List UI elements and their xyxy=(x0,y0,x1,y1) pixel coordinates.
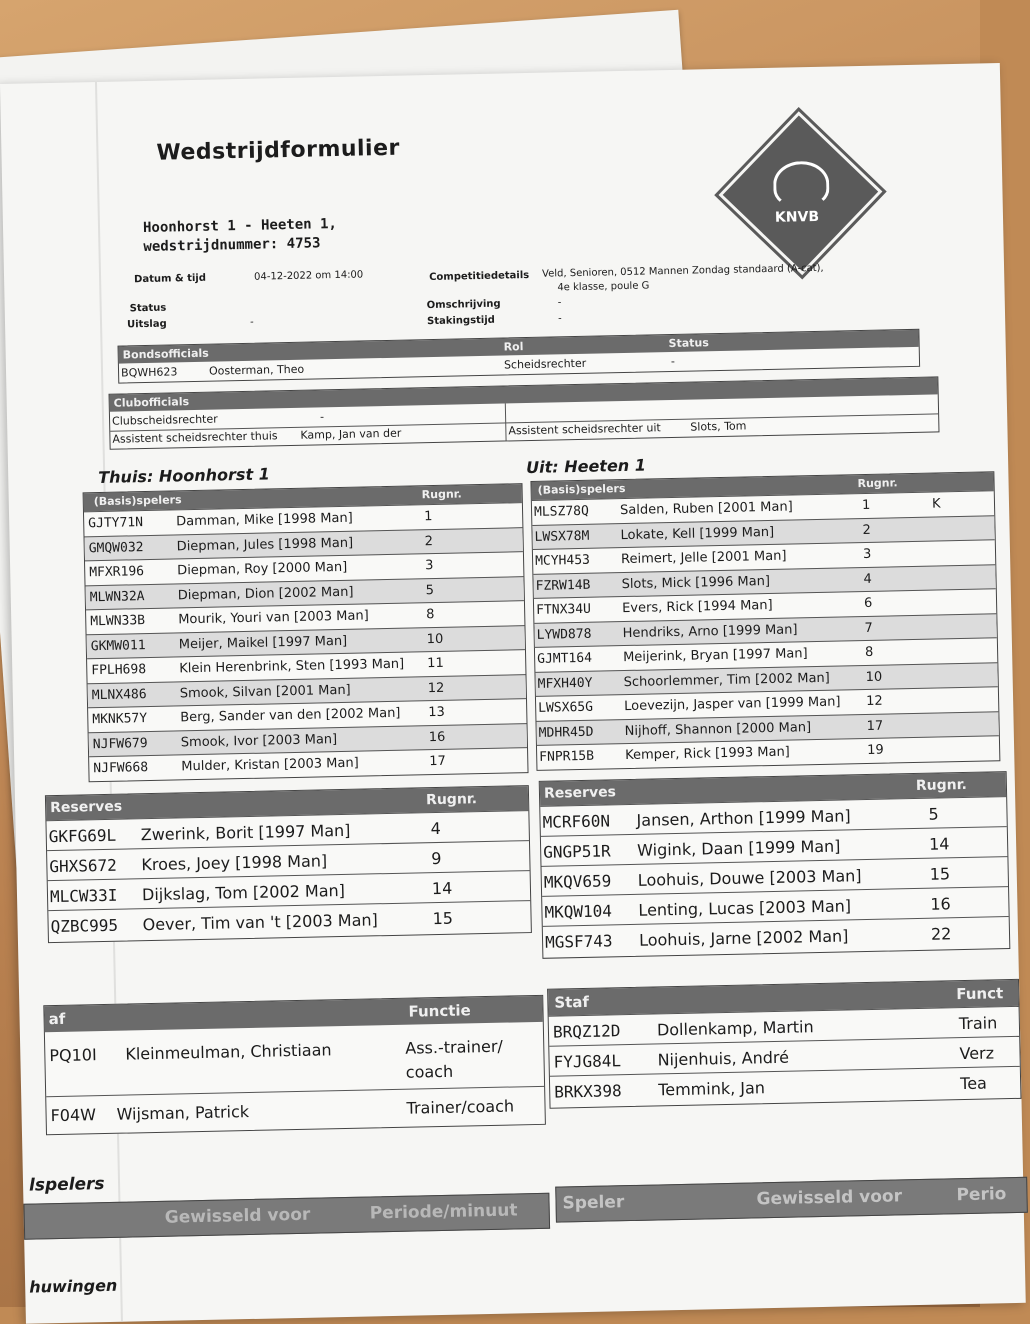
reserves-header: Reserves xyxy=(50,798,123,817)
competitie-value-2: 4e klasse, poule G xyxy=(557,280,650,294)
player-number: 19 xyxy=(866,742,884,758)
player-number: 10 xyxy=(426,631,444,647)
player-name: Klein Herenbrink, Sten [1993 Man] xyxy=(179,656,405,677)
reserve-code: GNGP51R xyxy=(543,841,611,862)
reserve-name: Oever, Tim van 't [2003 Man] xyxy=(142,910,378,935)
stakingstijd-label: Stakingstijd xyxy=(426,314,496,328)
reserve-code: MCRF60N xyxy=(542,811,611,832)
rugnr-header: Rugnr. xyxy=(421,487,462,502)
player-number: 17 xyxy=(429,753,446,770)
reserve-number: 9 xyxy=(431,848,442,869)
omschrijving-value: - xyxy=(557,297,562,309)
staff-name: Temmink, Jan xyxy=(658,1078,766,1100)
player-name: Salden, Ruben [2001 Man] xyxy=(619,499,793,519)
home-team-title: Thuis: Hoonhorst 1 xyxy=(98,464,271,488)
match-form-sheet xyxy=(0,63,1026,1324)
official-rol: Scheidsrechter xyxy=(503,356,587,372)
reserve-number: 22 xyxy=(930,924,952,944)
staff-code: BRQZ12D xyxy=(552,1021,621,1042)
player-number: 12 xyxy=(865,693,883,709)
player-code: FPLH698 xyxy=(91,662,147,679)
reserve-code: MKQW104 xyxy=(544,901,613,922)
reserve-name: Lenting, Lucas [2003 Man] xyxy=(638,896,852,920)
home-substitutions-header xyxy=(23,1193,550,1240)
match-title: Hoonhorst 1 - Heeten 1, xyxy=(142,215,338,237)
player-number: 3 xyxy=(425,558,434,574)
player-name: Lokate, Kell [1999 Man] xyxy=(620,524,775,543)
reserve-name: Kroes, Joey [1998 Man] xyxy=(141,851,328,875)
reserves-header: Reserves xyxy=(543,784,617,802)
player-number: 12 xyxy=(427,680,445,696)
reserve-number: 5 xyxy=(928,804,939,824)
player-number: 8 xyxy=(426,607,435,623)
player-code: MFXH40Y xyxy=(537,675,593,692)
ass-thuis-value: Kamp, Jan van der xyxy=(300,426,402,442)
player-number: 17 xyxy=(866,718,884,734)
staff-code: F04W xyxy=(50,1105,97,1126)
player-name: Reimert, Jelle [2001 Man] xyxy=(620,548,787,568)
staff-functie: Train xyxy=(958,1013,998,1034)
players-header: (Basis)spelers xyxy=(537,481,626,497)
reserve-number: 14 xyxy=(431,878,453,899)
player-code: LWSX78M xyxy=(534,528,590,545)
datum-value: 04-12-2022 om 14:00 xyxy=(253,269,364,283)
player-number: 6 xyxy=(863,595,873,612)
player-name: Mulder, Kristan [2003 Man] xyxy=(181,755,359,775)
staff-functie: Trainer/coach xyxy=(406,1096,515,1118)
player-name: Smook, Silvan [2001 Man] xyxy=(179,682,351,701)
reserve-name: Loohuis, Jarne [2002 Man] xyxy=(638,926,849,950)
reserve-number: 4 xyxy=(430,818,442,839)
staff-name: Nijenhuis, André xyxy=(657,1047,790,1070)
staff-functie: Verz xyxy=(959,1043,995,1064)
player-number: 2 xyxy=(424,533,434,549)
competitie-value: Veld, Senioren, 0512 Mannen Zondag standaard (A-cat), xyxy=(541,262,824,280)
player-code: GKMW011 xyxy=(90,637,146,654)
clubscheidsrechter-value: - xyxy=(319,410,325,424)
player-number: 8 xyxy=(864,644,874,661)
footer-heading: huwingen xyxy=(29,1275,118,1297)
col-gewisseld-voor: Gewisseld voor xyxy=(756,1186,903,1210)
staff-name: Kleinmeulman, Christiaan xyxy=(125,1040,332,1064)
player-code: MLWN32A xyxy=(89,588,145,605)
rugnr-header: Rugnr. xyxy=(857,476,898,491)
clubofficials-title: Clubofficials xyxy=(113,395,190,410)
staff-name: Dollenkamp, Martin xyxy=(656,1017,814,1040)
captain-mark: K xyxy=(931,496,941,512)
reserve-code: GKFG69L xyxy=(48,825,117,847)
rugnr-header: Rugnr. xyxy=(425,791,478,809)
home-reserves-table xyxy=(45,785,532,943)
bondsofficials-box xyxy=(118,329,921,384)
player-code: GMQW032 xyxy=(88,539,144,556)
player-code: NJFW668 xyxy=(93,760,149,777)
col-gewisseld-voor: Gewisseld voor xyxy=(164,1204,311,1228)
staff-functie: Tea xyxy=(959,1073,988,1094)
player-number: 2 xyxy=(862,522,871,538)
player-code: FNPR15B xyxy=(539,748,595,765)
staff-code: BRKX398 xyxy=(554,1081,622,1102)
staff-name: Wijsman, Patrick xyxy=(116,1102,250,1124)
player-code: LWSX65G xyxy=(538,699,594,716)
player-name: Mourik, Youri van [2003 Man] xyxy=(178,608,369,628)
player-number: 16 xyxy=(428,729,446,745)
player-name: Loevezijn, Jasper van [1999 Man] xyxy=(624,694,841,715)
player-number: 7 xyxy=(864,620,874,636)
away-substitutions-header xyxy=(555,1177,1028,1223)
player-name: Diepman, Jules [1998 Man] xyxy=(176,535,354,554)
ass-thuis-label: Assistent scheidsrechter thuis xyxy=(112,429,278,446)
away-players-table xyxy=(530,471,1000,771)
staff-functie: Ass.-trainer/ xyxy=(405,1036,503,1058)
reserve-code: GHXS672 xyxy=(49,855,118,877)
uitslag-label: Uitslag xyxy=(126,318,167,331)
player-name: Slots, Mick [1996 Man] xyxy=(621,573,771,592)
staff-header: Staf xyxy=(554,992,590,1012)
player-name: Schoorlemmer, Tim [2002 Man] xyxy=(623,670,830,690)
player-name: Kemper, Rick [1993 Man] xyxy=(625,744,790,764)
col-status: Status xyxy=(668,336,709,351)
player-name: Smook, Ivor [2003 Man] xyxy=(180,731,338,750)
reserve-number: 14 xyxy=(928,834,950,854)
player-number: 1 xyxy=(861,497,871,514)
player-code: MCYH453 xyxy=(534,552,591,569)
player-code: GJMT164 xyxy=(537,650,593,667)
player-name: Nijhoff, Shannon [2000 Man] xyxy=(624,719,812,739)
form-title: Wedstrijdformulier xyxy=(156,135,401,166)
player-number: 4 xyxy=(863,571,872,587)
official-name: Oosterman, Theo xyxy=(208,362,305,378)
player-name: Evers, Rick [1994 Man] xyxy=(621,597,773,617)
reserve-name: Jansen, Arthon [1999 Man] xyxy=(636,806,851,830)
knvb-logo-text: KNVB xyxy=(774,208,820,226)
staff-header: af xyxy=(48,1009,66,1029)
clubofficials-box xyxy=(109,376,940,449)
away-staff-table xyxy=(547,979,1021,1109)
player-name: Meijerink, Bryan [1997 Man] xyxy=(622,646,808,666)
reserve-code: MKQV659 xyxy=(543,871,612,892)
reserve-name: Zwerink, Borit [1997 Man] xyxy=(140,820,351,845)
home-staff-header xyxy=(44,996,542,1032)
player-number: 5 xyxy=(425,582,435,598)
official-status: - xyxy=(670,354,676,369)
player-number: 10 xyxy=(865,669,883,685)
player-code: MFXR196 xyxy=(89,564,145,581)
player-code: LYWD878 xyxy=(536,626,592,643)
home-staff-table xyxy=(43,995,546,1135)
bondsofficials-title: Bondsofficials xyxy=(122,346,209,362)
player-name: Meijer, Maikel [1997 Man] xyxy=(178,633,348,652)
player-name: Hendriks, Arno [1999 Man] xyxy=(622,621,798,641)
player-number: 11 xyxy=(427,655,444,672)
ass-uit-value: Slots, Tom xyxy=(690,419,747,434)
player-code: NJFW679 xyxy=(92,735,148,752)
col-periode: Periode/minuut xyxy=(369,1200,518,1224)
competitie-label: Competitiedetails xyxy=(429,269,530,284)
staff-code: PQ10I xyxy=(49,1045,97,1066)
reserve-name: Wigink, Daan [1999 Man] xyxy=(636,836,841,860)
home-players-table xyxy=(83,483,529,782)
reserve-code: QZBC995 xyxy=(50,915,119,937)
ass-uit-label: Assistent scheidsrechter uit xyxy=(508,421,661,438)
away-team-title: Uit: Heeten 1 xyxy=(525,455,647,478)
reserve-number: 15 xyxy=(432,908,454,929)
player-name: Berg, Sander van den [2002 Man] xyxy=(180,705,401,726)
lion-icon xyxy=(773,161,830,208)
player-number: 13 xyxy=(428,704,445,721)
player-code: MLNX486 xyxy=(91,686,147,703)
reserve-number: 16 xyxy=(930,894,951,914)
col-periode: Perio xyxy=(956,1184,1007,1206)
players-header: (Basis)spelers xyxy=(93,493,182,509)
player-code: FTNX34U xyxy=(535,601,592,618)
functie-header: Funct xyxy=(956,984,1004,1004)
player-name: Diepman, Dion [2002 Man] xyxy=(177,584,354,603)
staff-functie-cont: coach xyxy=(405,1061,454,1082)
player-code: MKNK57Y xyxy=(92,711,148,728)
status-label: Status xyxy=(129,302,167,315)
stakingstijd-value: - xyxy=(557,313,562,325)
clubscheidsrechter-label: Clubscheidsrechter xyxy=(111,412,218,428)
player-name: Diepman, Roy [2000 Man] xyxy=(177,559,348,579)
player-name: Damman, Mike [1998 Man] xyxy=(176,510,353,530)
staff-code: FYJG84L xyxy=(553,1051,622,1072)
player-code: GJTY71N xyxy=(88,515,144,532)
player-number: 3 xyxy=(862,546,872,563)
player-code: MDHR45D xyxy=(538,724,594,741)
substitutes-title: lspelers xyxy=(28,1174,105,1196)
uitslag-value: - xyxy=(249,316,254,328)
player-code: MLSZ78Q xyxy=(533,503,590,520)
reserve-number: 15 xyxy=(929,864,951,884)
col-speler: Speler xyxy=(562,1192,625,1214)
reserve-code: MLCW33I xyxy=(49,885,118,907)
player-code: FZRW14B xyxy=(535,577,591,594)
reserve-name: Loohuis, Douwe [2003 Man] xyxy=(637,866,862,890)
player-number: 1 xyxy=(423,509,433,525)
official-code: BQWH623 xyxy=(120,365,178,380)
reserve-code: MGSF743 xyxy=(544,931,613,952)
reserve-name: Dijkslag, Tom [2002 Man] xyxy=(141,880,346,905)
datum-label: Datum & tijd xyxy=(134,272,207,286)
match-number: wedstrijdnummer: 4753 xyxy=(143,235,321,256)
player-code: MLWN33B xyxy=(90,613,146,630)
away-reserves-table xyxy=(539,771,1011,959)
functie-header: Functie xyxy=(408,1001,471,1021)
clubofficials-header xyxy=(110,377,938,411)
col-rol: Rol xyxy=(503,340,524,354)
rugnr-header: Rugnr. xyxy=(915,776,968,794)
omschrijving-label: Omschrijving xyxy=(426,298,501,312)
